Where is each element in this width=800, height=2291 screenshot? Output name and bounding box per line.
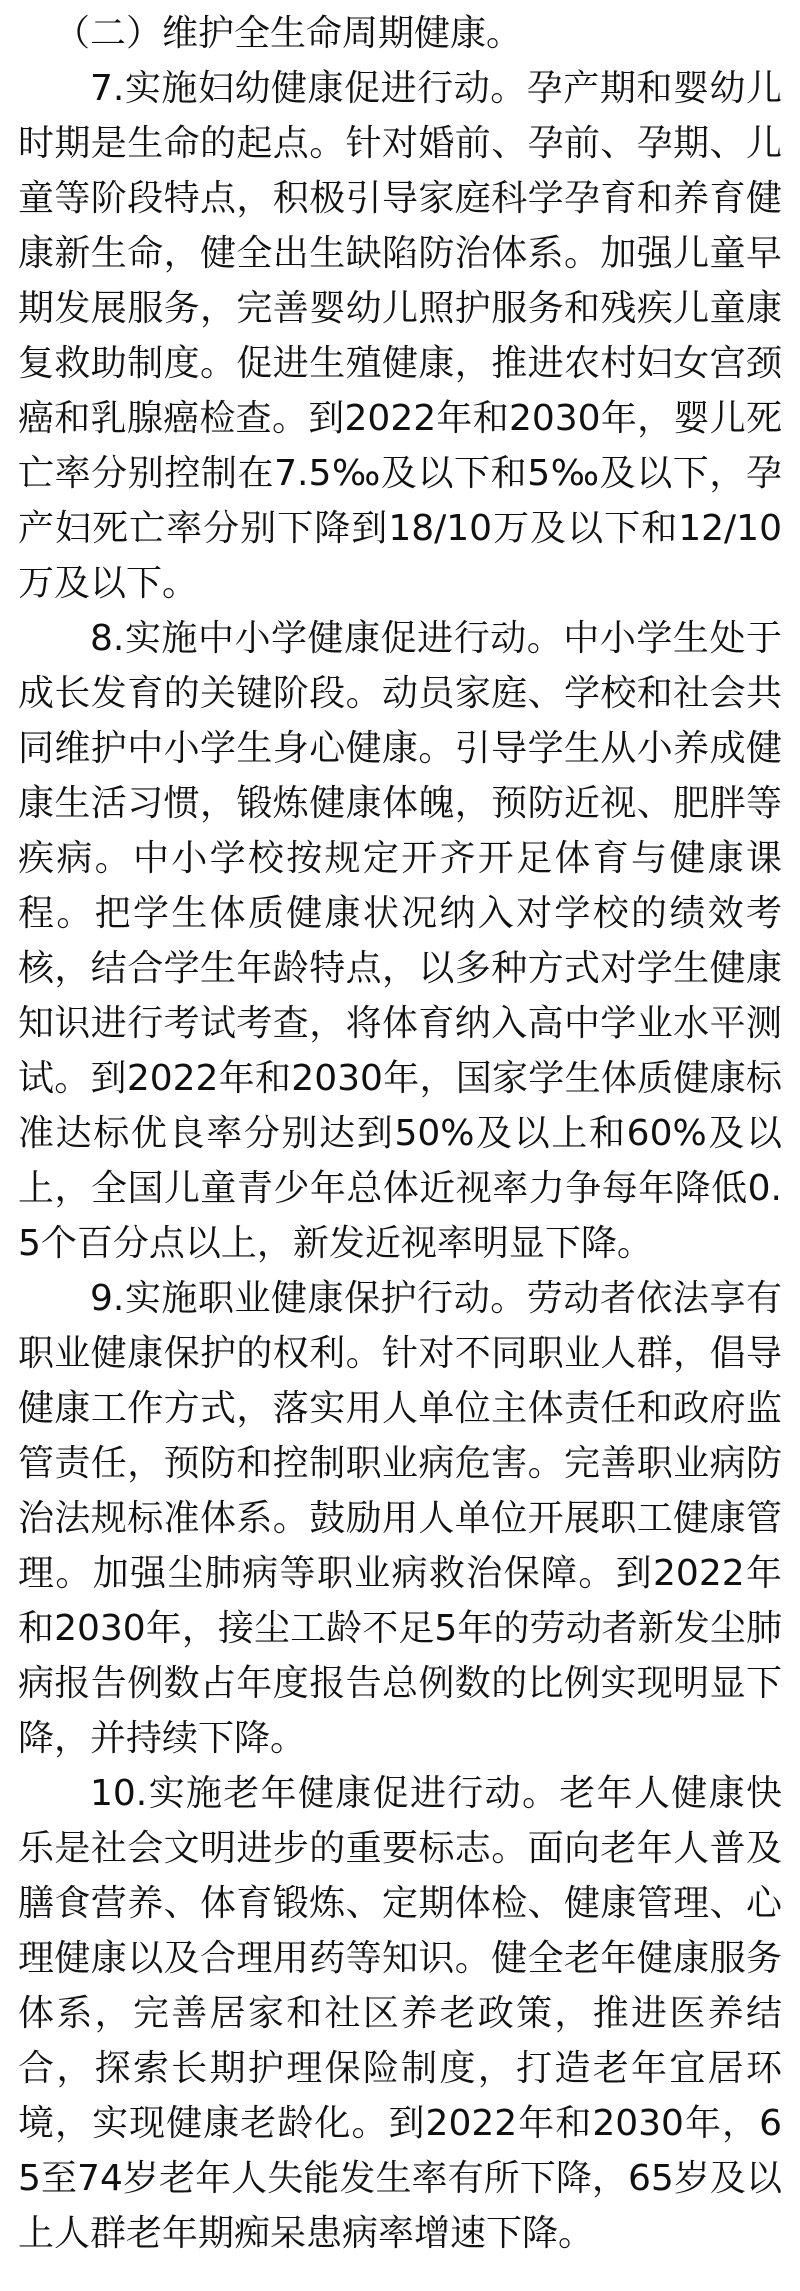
paragraph-maternal-child-health: 7.实施妇幼健康促进行动。孕产期和婴幼儿时期是生命的起点。针对婚前、孕前、孕期、儿童等阶段特点，积极引导家庭科学孕育和养育健康新生命，健全出生缺陷防治体系。加强儿童早期发展服务，完善婴幼儿照护服务和残疾儿童康复救助制度。促进生殖健康，推进农村妇女宫颈癌和乳腺癌检查。到2022年和2030年，婴儿死亡率分别控制在7.5‰及以下和5‰及以下，孕产妇死亡率分别下降到18/10万及以下和12/10万及以下。 — [18, 68, 782, 604]
paragraph-elderly-health: 10.实施老年健康促进行动。老年人健康快乐是社会文明进步的重要标志。面向老年人普及膳食营养、体育锻炼、定期体检、健康管理、心理健康以及合理用药等知识。健全老年健康服务体系，完善居家和社区养老政策，推进医养结合，探索长期护理保险制度，打造老年宜居环境，实现健康老龄化。到2022年和2030年，65至74岁老年人失能发生率有所下降，65岁及以上人群老年期痴呆患病率增速下降。 — [18, 1773, 782, 2254]
paragraph-student-health: 8.实施中小学健康促进行动。中小学生处于成长发育的关键阶段。动员家庭、学校和社会共同维护中小学生身心健康。引导学生从小养成健康生活习惯，锻炼健康体魄，预防近视、肥胖等疾病。中小学校按规定开齐开足体育与健康课程。把学生体质健康状况纳入对学校的绩效考核，结合学生年龄特点，以多种方式对学生健康知识进行考试考查，将体育纳入高中学业水平测试。到2022年和2030年，国家学生体质健康标准达标优良率分别达到50%及以上和60%及以上，全国儿童青少年总体近视率力争每年降低0.5个百分点以上，新发近视率明显下降。 — [18, 618, 782, 1264]
paragraph-occupational-health: 9.实施职业健康保护行动。劳动者依法享有职业健康保护的权利。针对不同职业人群，倡导健康工作方式，落实用人单位主体责任和政府监管责任，预防和控制职业病危害。完善职业病防治法规标准体系。鼓励用人单位开展职工健康管理。加强尘肺病等职业病救治保障。到2022年和2030年，接尘工龄不足5年的劳动者新发尘肺病报告例数占年度报告总例数的比例实现明显下降，并持续下降。 — [18, 1278, 782, 1759]
section-heading: （二）维护全生命周期健康。 — [54, 13, 523, 54]
